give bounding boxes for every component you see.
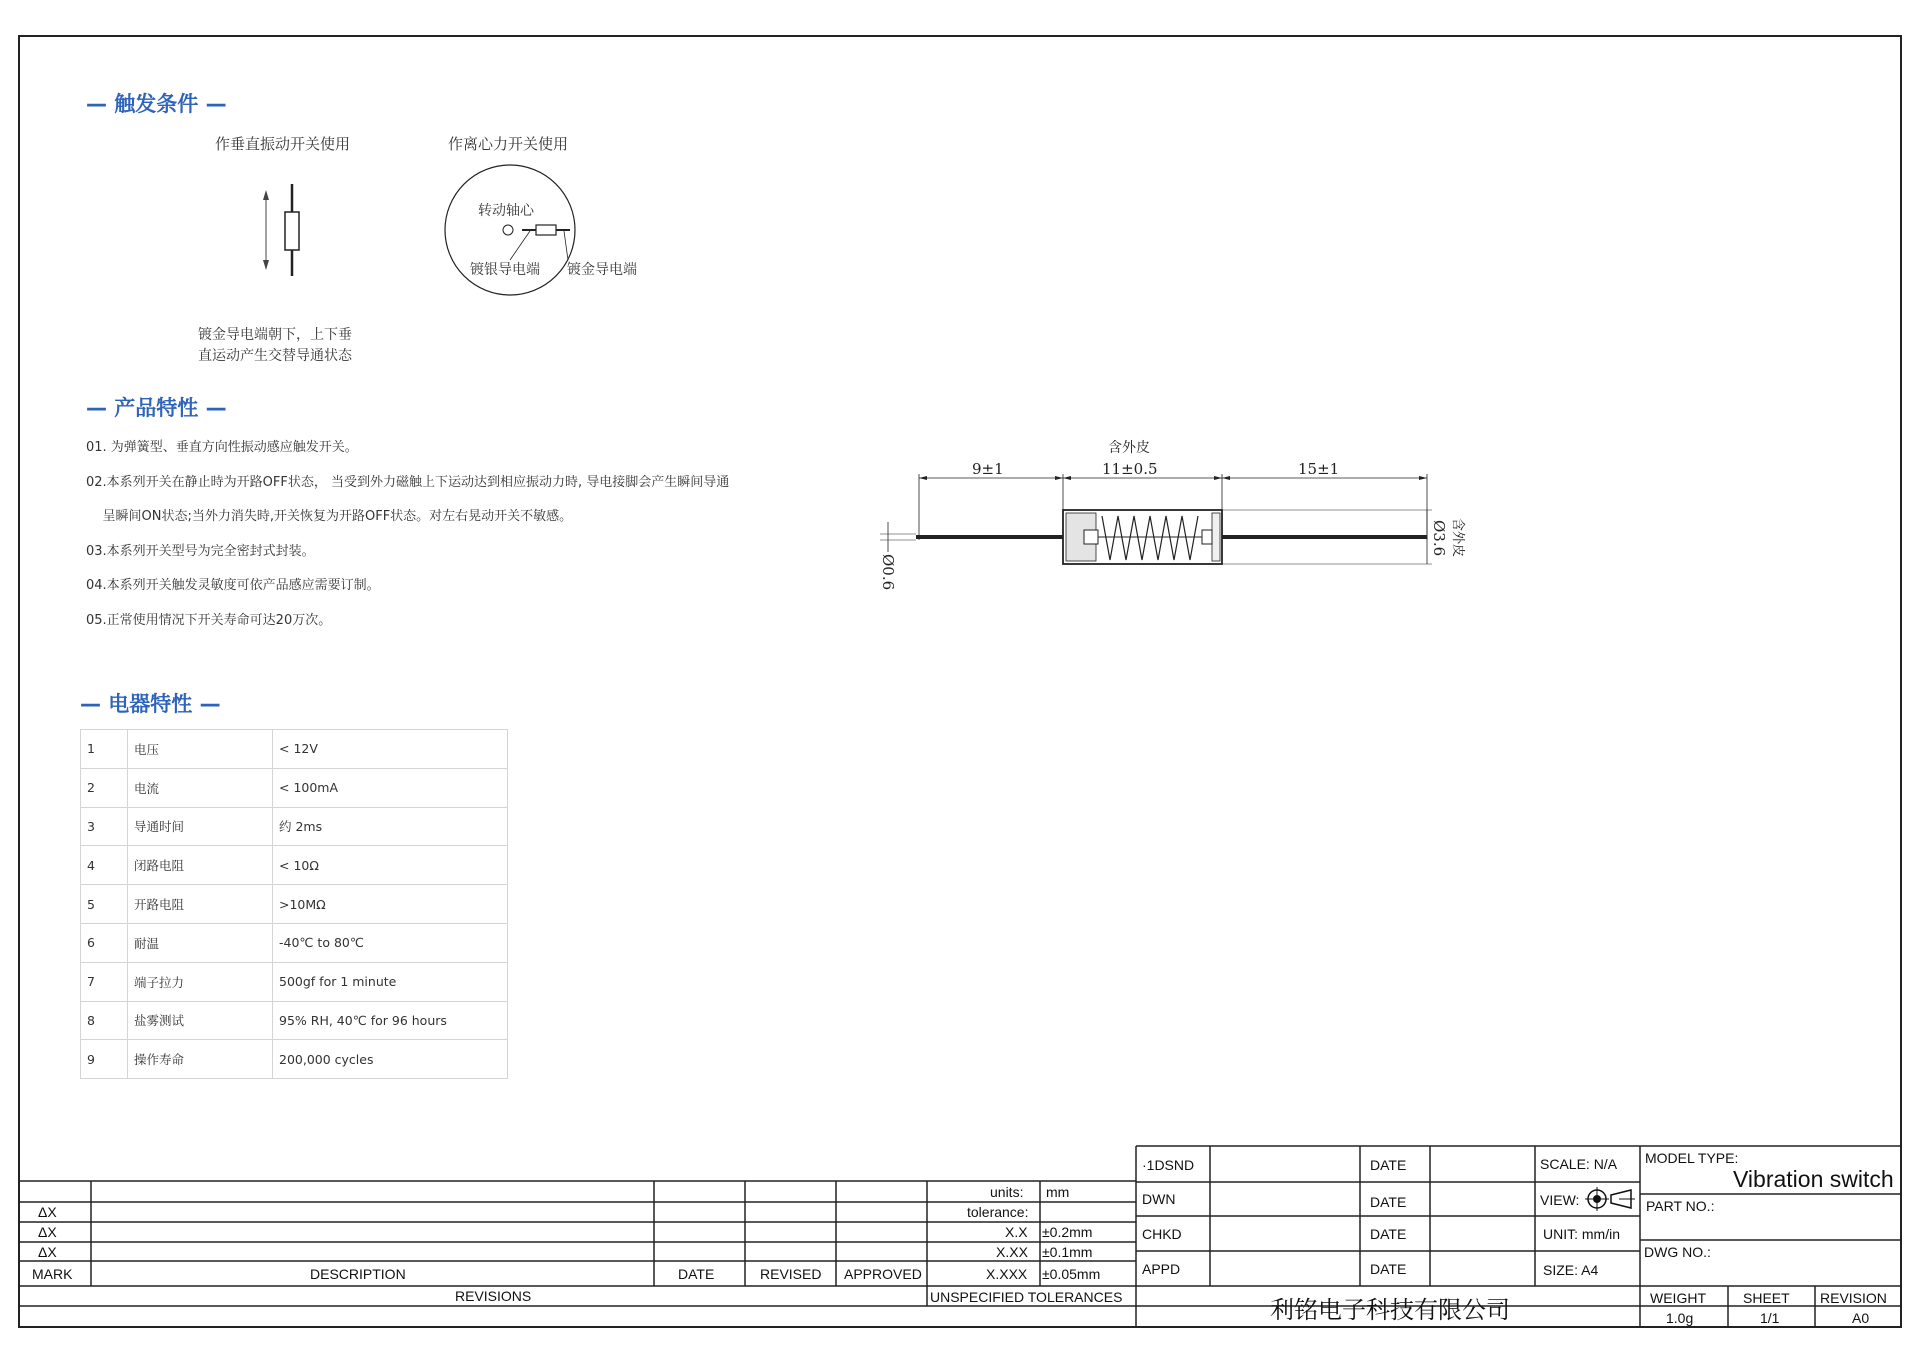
parameter-value: 约 2ms [273, 807, 508, 846]
sheet-value: 1/1 [1760, 1310, 1780, 1326]
revision-delta-1: ΔX [38, 1204, 57, 1220]
parameter-value: < 12V [273, 730, 508, 769]
units-label: units: [990, 1184, 1024, 1200]
drawn-date-label: DATE [1370, 1194, 1407, 1210]
feature-item-3: 03.本系列开关型号为完全密封式封装。 [86, 544, 315, 559]
drawn-by-label: DWN [1142, 1191, 1176, 1207]
revision-value: A0 [1852, 1310, 1870, 1326]
row-number: 1 [81, 730, 128, 769]
revision-revised-header: REVISED [760, 1266, 822, 1282]
revision-label: REVISION [1820, 1290, 1887, 1306]
parameter-name: 电压 [128, 730, 273, 769]
dim-body-label: 11±0.5 [1102, 460, 1158, 478]
row-number: 5 [81, 885, 128, 924]
parameter-value: >10MΩ [273, 885, 508, 924]
designed-date-label: DATE [1370, 1157, 1407, 1173]
feature-item-2-continued: 呈瞬间ON状态;当外力消失時,开关恢复为开路OFF状态。对左右晃动开关不敏感。 [86, 509, 573, 524]
parameter-value: 95% RH, 40℃ for 96 hours [273, 1001, 508, 1040]
approved-date-label: DATE [1370, 1261, 1407, 1277]
unit-label: UNIT: mm/in [1543, 1226, 1620, 1242]
tolerance-x1-value: ±0.2mm [1042, 1224, 1093, 1240]
row-number: 4 [81, 846, 128, 885]
tolerance-label: tolerance: [967, 1204, 1029, 1220]
company-name: 利铭电子科技有限公司 [1270, 1296, 1510, 1324]
gold-terminal-label: 镀金导电端 [567, 262, 637, 278]
size-label: SIZE: A4 [1543, 1262, 1599, 1278]
revision-delta-3: ΔX [38, 1244, 57, 1260]
parameter-name: 端子拉力 [128, 962, 273, 1001]
parameter-value: 200,000 cycles [273, 1040, 508, 1079]
row-number: 9 [81, 1040, 128, 1079]
vertical-use-caption: 作垂直振动开关使用 [215, 135, 351, 153]
view-label: VIEW: [1540, 1192, 1580, 1208]
row-number: 3 [81, 807, 128, 846]
tolerance-x3-value: ±0.05mm [1042, 1266, 1101, 1282]
parameter-value: < 100mA [273, 768, 508, 807]
parameter-name: 导通时间 [128, 807, 273, 846]
tolerance-x2-value: ±0.1mm [1042, 1244, 1093, 1260]
parameter-value: < 10Ω [273, 846, 508, 885]
parameter-name: 开路电阻 [128, 885, 273, 924]
row-number: 7 [81, 962, 128, 1001]
lead-diameter-label: Ø0.6 [879, 554, 897, 591]
approved-by-label: APPD [1142, 1261, 1181, 1277]
revisions-label: REVISIONS [455, 1288, 532, 1304]
dim-right-label: 15±1 [1298, 460, 1340, 478]
projection-symbol-icon [1585, 1187, 1635, 1211]
parameter-value: 500gf for 1 minute [273, 962, 508, 1001]
with-sleeve-side-label: 含外皮 [1450, 518, 1465, 558]
vertical-note-line1: 镀金导电端朝下，上下垂 [198, 327, 352, 343]
feature-item-5: 05.正常使用情况下开关寿命可达20万次。 [86, 613, 332, 628]
trigger-section-title: — 触发条件 — [86, 92, 227, 116]
checked-date-label: DATE [1370, 1226, 1407, 1242]
unspecified-tolerances-label: UNSPECIFIED TOLERANCES [930, 1289, 1123, 1305]
part-number-label: PART NO.: [1646, 1198, 1715, 1214]
designed-by-label: ·1DSND [1142, 1157, 1195, 1173]
tolerance-x2-label: X.XX [996, 1244, 1028, 1260]
checked-by-label: CHKD [1142, 1226, 1182, 1242]
row-number: 6 [81, 923, 128, 962]
row-number: 2 [81, 768, 128, 807]
feature-item-1: 01. 为弹簧型、垂直方向性振动感应触发开关。 [86, 440, 358, 455]
with-sleeve-top-label: 含外皮 [1108, 440, 1150, 456]
revision-date-header: DATE [678, 1266, 715, 1282]
rotation-axis-label: 转动轴心 [478, 203, 534, 219]
parameter-name: 耐温 [128, 923, 273, 962]
parameter-name: 盐雾测试 [128, 1001, 273, 1040]
feature-item-2: 02.本系列开关在静止時为开路OFF状态， 当受到外力磁触上下运动达到相应振动力時, 导电接脚会产生瞬间导通 [86, 475, 730, 490]
dim-left-label: 9±1 [972, 460, 1004, 478]
weight-value: 1.0g [1666, 1310, 1694, 1326]
revision-approved-header: APPROVED [844, 1266, 922, 1282]
feature-item-4: 04.本系列开关触发灵敏度可依产品感应需要订制。 [86, 578, 380, 593]
tolerance-x1-label: X.X [1005, 1224, 1028, 1240]
revision-mark-header: MARK [32, 1266, 73, 1282]
model-type-value: Vibration switch [1733, 1166, 1894, 1192]
weight-label: WEIGHT [1650, 1290, 1706, 1306]
drawing-number-label: DWG NO.: [1644, 1244, 1711, 1260]
centrifugal-use-caption: 作离心力开关使用 [448, 135, 569, 153]
revision-delta-2: ΔX [38, 1224, 57, 1240]
model-type-label: MODEL TYPE: [1645, 1150, 1739, 1166]
features-section-title: — 产品特性 — [86, 396, 227, 420]
parameter-value: -40℃ to 80℃ [273, 923, 508, 962]
vertical-note-line2: 直运动产生交替导通状态 [198, 348, 352, 364]
scale-label: SCALE: N/A [1540, 1156, 1618, 1172]
tolerance-x3-label: X.XXX [986, 1266, 1028, 1282]
electrical-section-title: — 电器特性 — [80, 692, 221, 716]
diameter-label: Ø3.6 [1430, 520, 1448, 557]
sheet-label: SHEET [1743, 1290, 1790, 1306]
row-number: 8 [81, 1001, 128, 1040]
silver-terminal-label: 镀银导电端 [470, 262, 540, 278]
units-value: mm [1046, 1184, 1070, 1200]
parameter-name: 电流 [128, 768, 273, 807]
parameter-name: 操作寿命 [128, 1040, 273, 1079]
revision-description-header: DESCRIPTION [310, 1266, 406, 1282]
parameter-name: 闭路电阻 [128, 846, 273, 885]
